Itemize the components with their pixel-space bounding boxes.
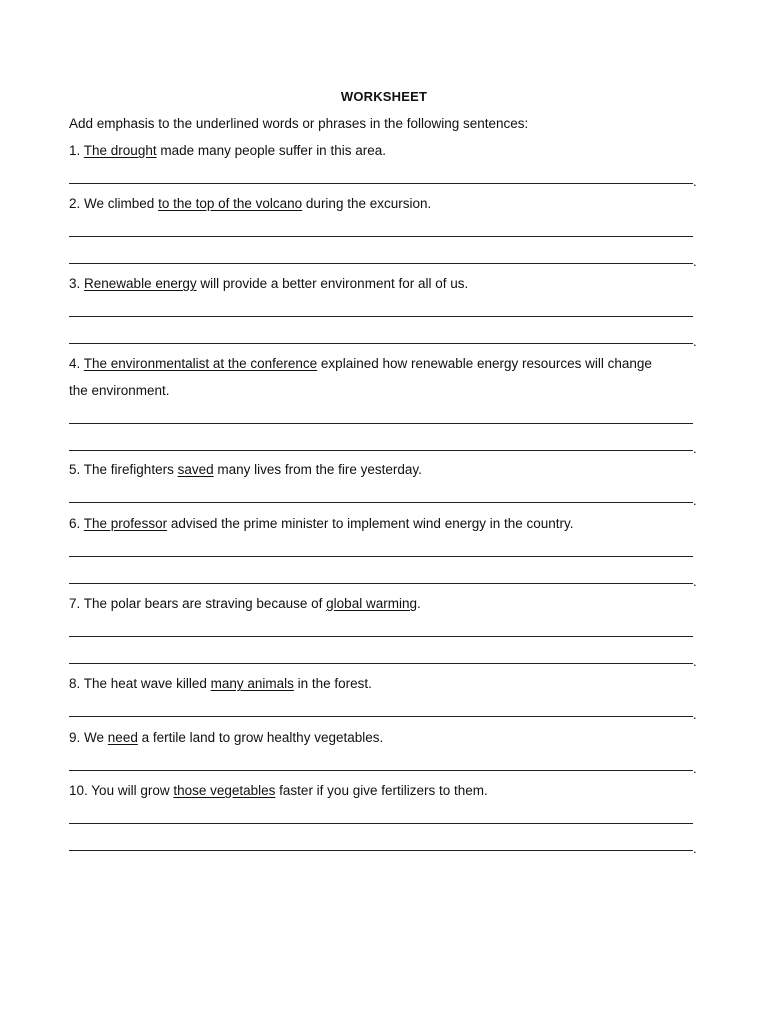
answer-line[interactable] <box>69 850 693 851</box>
question-number: 5. <box>69 462 81 477</box>
underlined-phrase: Renewable energy <box>84 276 197 291</box>
question-text-after: a fertile land to grow healthy vegetables. <box>137 730 384 745</box>
underlined-phrase: saved <box>177 462 214 477</box>
question-text-after: advised the prime minister to implement wind energy in the country. <box>167 516 574 531</box>
question-number: 8. <box>69 676 81 691</box>
question-text-before: The polar bears are straving because of <box>83 596 327 611</box>
question-text-after: faster if you give fertilizers to them. <box>275 783 488 798</box>
question-7 <box>69 596 421 612</box>
question-9 <box>69 730 383 746</box>
question-number: 6. <box>69 516 81 531</box>
underlined-phrase: The professor <box>83 516 168 531</box>
question-number: 3. <box>69 276 81 291</box>
answer-line[interactable] <box>69 583 693 584</box>
question-1 <box>69 143 386 159</box>
answer-end-period: . <box>693 493 697 508</box>
answer-end-period: . <box>693 654 697 669</box>
question-number: 9. <box>69 730 81 745</box>
answer-line[interactable] <box>69 183 693 184</box>
underlined-phrase: to the top of the volcano <box>158 196 303 211</box>
answer-line[interactable] <box>69 316 693 317</box>
question-text-after: in the forest. <box>293 676 372 691</box>
answer-line[interactable] <box>69 450 693 451</box>
question-4 <box>69 356 652 372</box>
question-text-before: The heat wave killed <box>83 676 211 691</box>
answer-end-period: . <box>693 441 697 456</box>
question-3 <box>69 276 468 292</box>
answer-end-period: . <box>693 761 697 776</box>
question-8 <box>69 676 372 692</box>
question-text-after: made many people suffer in this area. <box>156 143 386 158</box>
question-text-before: We climbed <box>84 196 159 211</box>
question-6 <box>69 516 574 532</box>
question-10 <box>69 783 488 799</box>
question-text-before: The firefighters <box>83 462 178 477</box>
question-text-after: many lives from the fire yesterday. <box>213 462 422 477</box>
underlined-phrase: global warming <box>326 596 417 611</box>
instructions: Add emphasis to the underlined words or phrases in the following sentences: <box>69 116 529 131</box>
answer-line[interactable] <box>69 263 693 264</box>
underlined-phrase: The environmentalist at the conference <box>83 356 318 371</box>
answer-line[interactable] <box>69 636 693 637</box>
answer-end-period: . <box>693 841 697 856</box>
answer-end-period: . <box>693 334 697 349</box>
underlined-phrase: need <box>107 730 138 745</box>
question-5 <box>69 462 422 478</box>
answer-line[interactable] <box>69 502 693 503</box>
answer-line[interactable] <box>69 556 693 557</box>
answer-end-period: . <box>693 574 697 589</box>
answer-line[interactable] <box>69 770 693 771</box>
answer-end-period: . <box>693 174 697 189</box>
question-number: 10. <box>69 783 88 798</box>
underlined-phrase: The drought <box>83 143 157 158</box>
question-2 <box>69 196 431 212</box>
question-continuation: the environment. <box>69 383 170 398</box>
answer-line[interactable] <box>69 823 693 824</box>
answer-line[interactable] <box>69 343 693 344</box>
worksheet-title: WORKSHEET <box>340 89 428 104</box>
question-text-before: You will grow <box>91 783 174 798</box>
question-text-after: will provide a better environment for all of us. <box>196 276 469 291</box>
question-text-after: explained how renewable energy resources will change <box>317 356 652 371</box>
question-text-before: We <box>84 730 108 745</box>
answer-end-period: . <box>693 254 697 269</box>
answer-line[interactable] <box>69 663 693 664</box>
question-text-after: . <box>416 596 421 611</box>
underlined-phrase: those vegetables <box>173 783 276 798</box>
answer-end-period: . <box>693 707 697 722</box>
question-number: 4. <box>69 356 81 371</box>
question-number: 7. <box>69 596 81 611</box>
question-number: 2. <box>69 196 81 211</box>
answer-line[interactable] <box>69 236 693 237</box>
answer-line[interactable] <box>69 423 693 424</box>
underlined-phrase: many animals <box>210 676 294 691</box>
question-text-after: during the excursion. <box>302 196 432 211</box>
question-number: 1. <box>69 143 81 158</box>
answer-line[interactable] <box>69 716 693 717</box>
